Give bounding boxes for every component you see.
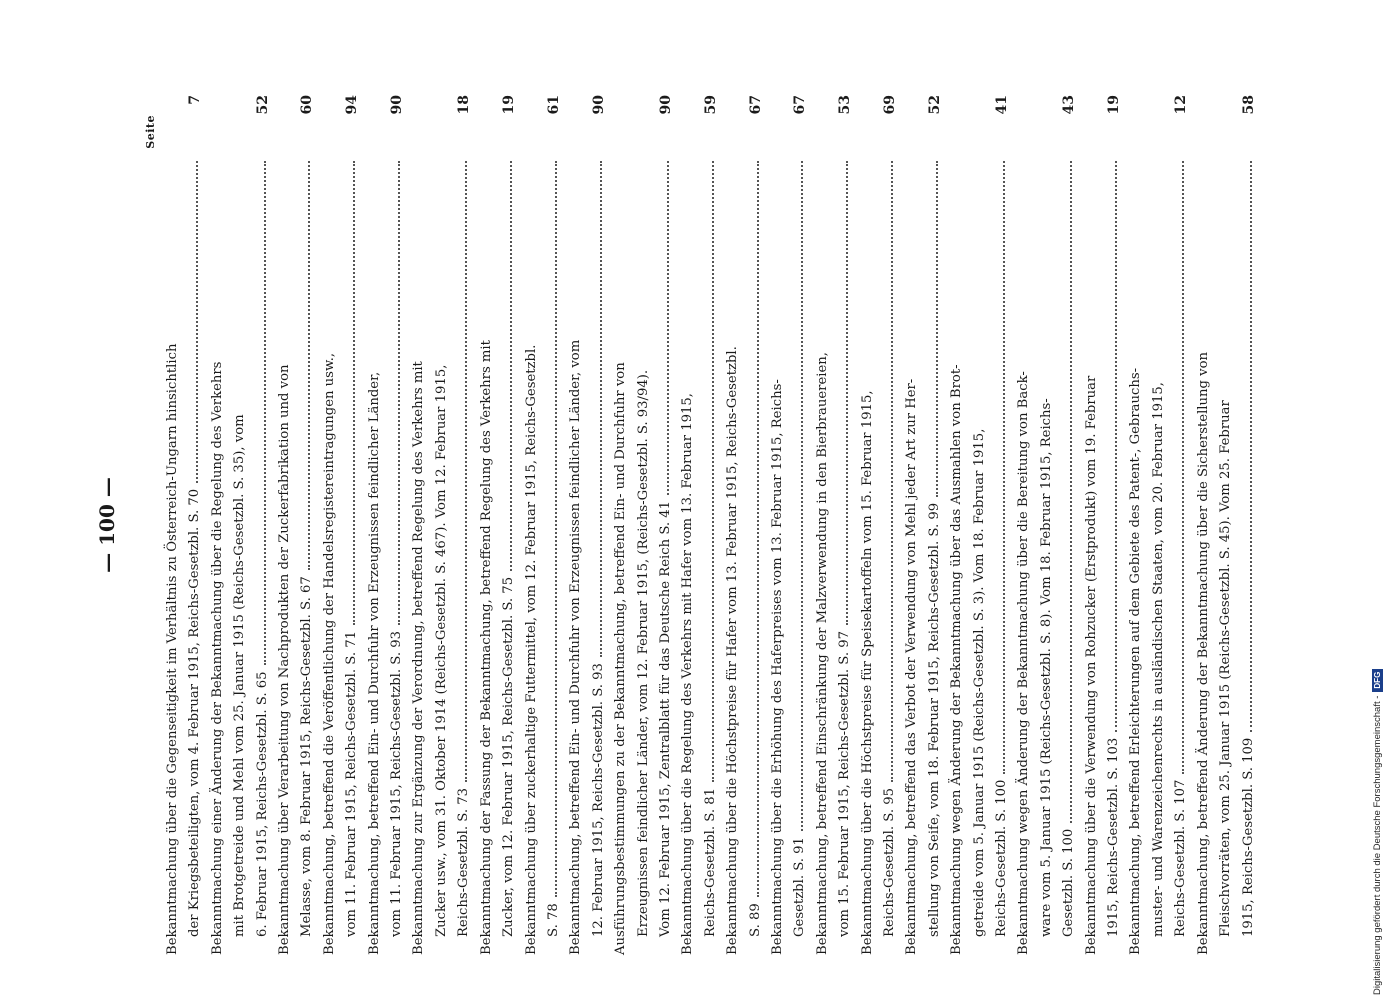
index-entry (274, 95, 319, 955)
entry-text: Zucker, vom 12. Februar 1915, Reichs-Gesetzbl. S. 75 (501, 576, 517, 937)
entry-page-number: 59 (702, 95, 719, 115)
leader-dots (666, 161, 669, 495)
entry-page-number: 69 (882, 95, 898, 115)
entry-page-number: 90 (657, 95, 674, 115)
entry-last-line (1058, 155, 1080, 955)
entry-last-line (745, 155, 767, 955)
index-entry (610, 95, 677, 955)
entry-page-number: 7 (187, 95, 204, 105)
entry-last-line (453, 155, 475, 955)
entry-last-line (498, 155, 520, 955)
entry-text: vom 11. Februar 1915, Reichs-Gesetzbl. S. 71 (344, 630, 360, 937)
entry-last-line (252, 155, 274, 955)
entry-last-line (655, 155, 677, 955)
entry-line: Erzeugnissen feindlicher Länder, vom 12. Februar 1915, (Reichs-Gesetzbl. S. 93/94). (635, 369, 651, 937)
leader-dots (509, 161, 512, 571)
leader-dots (890, 161, 893, 782)
entry-page-number: 67 (747, 95, 764, 115)
entry-page-number: 52 (926, 95, 943, 115)
entry-line: Bekanntmachung wegen Änderung der Bekanntmachung über die Bereitung von Back- (1016, 371, 1032, 955)
entry-line: mit Brotgetreide und Mehl vom 25. Januar 1915 (Reichs-Gesetzbl. S. 35), vom (232, 414, 248, 937)
entry-line: getreide vom 5. Januar 1915 (Reichs-Gesetzbl. S. 3). Vom 18. Februar 1915, (971, 428, 987, 937)
entry-text: Reichs-Gesetzbl. S. 100 (994, 779, 1010, 937)
leader-dots (263, 161, 266, 665)
entry-last-line (1170, 155, 1192, 955)
index-entry (1125, 95, 1192, 955)
index-entry-list (162, 95, 1260, 955)
digitization-credit (1372, 669, 1383, 995)
leader-dots (845, 161, 848, 625)
entry-last-line (386, 155, 408, 955)
entry-last-line (834, 155, 856, 955)
entry-text: 1915, Reichs-Gesetzbl. S. 103 (1106, 737, 1122, 937)
entry-page-number: 53 (837, 95, 854, 115)
entry-last-line (588, 155, 610, 955)
index-entry (1013, 95, 1080, 955)
index-entry (319, 95, 364, 955)
index-entry (207, 95, 274, 955)
index-entry (1193, 95, 1260, 955)
entry-line: Bekanntmachung über die Erhöhung des Haferpreises vom 13. Februar 1915, Reichs- (769, 379, 785, 955)
index-entry (722, 95, 767, 955)
leader-dots (935, 161, 938, 497)
entry-line: Bekanntmachung, betreffend Erleichterungen auf dem Gebiete des Patent-, Gebrauchs- (1128, 367, 1144, 955)
entry-line: Bekanntmachung über die Verwendung von Rohzucker (Erstprodukt) vom 19. Februar (1083, 375, 1099, 955)
index-entry (901, 95, 946, 955)
leader-dots (800, 161, 803, 831)
entry-line: Ausführungsbestimmungen zu der Bekanntmachung, betreffend Ein- und Durchfuhr von (613, 362, 629, 955)
index-entry (1081, 95, 1126, 955)
index-entry (476, 95, 521, 955)
entry-page-number: 61 (545, 95, 562, 115)
index-entry (408, 95, 475, 955)
entry-last-line (543, 155, 565, 955)
entry-page-number: 18 (456, 95, 473, 115)
leader-dots (464, 161, 467, 782)
index-entry (767, 95, 812, 955)
entry-page-number: 19 (501, 95, 518, 115)
entry-page-number: 19 (1106, 95, 1123, 115)
entry-text: S. 78 (545, 903, 561, 937)
leader-dots (1114, 161, 1117, 732)
entry-line: muster- und Warenzeichenrechts in ausländischen Staaten, vom 20. Februar 1915, (1150, 382, 1166, 937)
entry-text: der Kriegsbeteiligten, vom 4. Februar 1915, Reichs-Gesetzbl. S. 70 (187, 488, 203, 937)
entry-line: Fleischvorräten, vom 25. Januar 1915 (Reichs-Gesetzbl. S. 45). Vom 25. Februar (1218, 400, 1234, 937)
entry-page-number: 94 (344, 95, 361, 115)
entry-line: Bekanntmachung über Verarbeitung von Nachprodukten der Zuckerfabrikation und von (277, 364, 293, 955)
entry-page-number: 60 (299, 95, 316, 115)
index-entry (677, 95, 722, 955)
entry-last-line (296, 155, 318, 955)
entry-line: Zucker usw., vom 31. Oktober 1914 (Reichs-Gesetzbl. S. 467). Vom 12. Februar 1915, (433, 364, 449, 937)
entry-page-number: 90 (590, 95, 607, 115)
entry-line: Bekanntmachung zur Ergänzung der Verordnung, betreffend Regelung des Verkehrs mit (411, 361, 427, 955)
entry-text: stellung von Seife, vom 18. Februar 1915, Reichs-Gesetzbl. S. 99 (926, 502, 942, 937)
leader-dots (554, 161, 557, 897)
leader-dots (397, 161, 400, 625)
leader-dots (1002, 161, 1005, 774)
entry-line: Bekanntmachung über die Gegenseitigkeit im Verhältnis zu Österreich-Ungarn hinsichtlich (165, 343, 180, 955)
entry-last-line (879, 155, 901, 955)
entry-last-line (991, 155, 1013, 955)
entry-text: 6. Februar 1915, Reichs-Gesetzbl. S. 65 (254, 671, 270, 937)
entry-text: Reichs-Gesetzbl. S. 73 (456, 788, 472, 937)
entry-line: Bekanntmachung über die Regelung des Verkehrs mit Hafer vom 13. Februar 1915, (680, 393, 696, 955)
entry-line: ware vom 5. Januar 1915 (Reichs-Gesetzbl. S. 8). Vom 18. Februar 1915, Reichs- (1038, 398, 1054, 937)
entry-line: Bekanntmachung, betreffend Ein- und Durchfuhr von Erzeugnissen feindlicher Länder, vom (568, 339, 584, 955)
entry-line: Bekanntmachung über die Höchstpreise für Speisekartoffeln vom 15. Februar 1915, (859, 390, 875, 955)
credit-text: Digitalisierung gefördert durch die Deutsche Forschungsgemeinschaft - (1372, 695, 1383, 995)
entry-line: Bekanntmachung wegen Änderung der Bekanntmachung über das Ausmahlen von Brot- (949, 364, 965, 955)
entry-text: Vom 12. Februar 1915, Zentralblatt für das Deutsche Reich S. 41 (657, 500, 673, 937)
entry-text: Reichs-Gesetzbl. S. 95 (882, 788, 897, 937)
entry-text: vom 15. Februar 1915, Reichs-Gesetzbl. S. 97 (837, 630, 853, 937)
index-entry (565, 95, 610, 955)
entry-page-number: 67 (792, 95, 809, 115)
entry-text: Gesetzbl. S. 91 (792, 837, 808, 937)
page-column-heading: Seite (144, 115, 157, 149)
entry-text: Gesetzbl. S. 100 (1061, 828, 1077, 937)
index-entry (946, 95, 1013, 955)
entry-page-number: 12 (1173, 95, 1190, 115)
entry-text: Reichs-Gesetzbl. S. 107 (1173, 779, 1189, 937)
index-entry (857, 95, 902, 955)
entry-last-line (341, 155, 363, 955)
leader-dots (711, 161, 714, 782)
entry-last-line (789, 155, 811, 955)
leader-dots (307, 161, 310, 570)
entry-line: Bekanntmachung, betreffend die Veröffentlichung der Handelsregistereintragungen usw., (321, 352, 337, 955)
entry-text: 1915, Reichs-Gesetzbl. S. 109 (1240, 737, 1256, 937)
entry-page-number: 58 (1240, 95, 1257, 115)
leader-dots (599, 161, 602, 657)
index-entry (521, 95, 566, 955)
entry-page-number: 52 (254, 95, 271, 115)
entry-line: Bekanntmachung über zuckerhaltige Futtermittel, vom 12. Februar 1915, Reichs-Gesetzbl. (523, 344, 539, 955)
entry-page-number: 41 (994, 95, 1011, 115)
leader-dots (1069, 161, 1072, 823)
entry-last-line (700, 155, 722, 955)
entry-line: Bekanntmachung, betreffend Ein- und Durchfuhr von Erzeugnissen feindlicher Länder, (366, 371, 382, 955)
entry-line: Bekanntmachung, betreffend das Verbot der Verwendung von Mehl jeder Art zur Her- (904, 378, 920, 955)
leader-dots (1249, 161, 1252, 732)
entry-last-line (1238, 155, 1260, 955)
entry-text: Melasse, vom 8. Februar 1915, Reichs-Gesetzbl. S. 67 (299, 576, 315, 937)
dfg-logo: DFG (1372, 669, 1383, 692)
page-number-header: — 100 — (95, 477, 119, 573)
leader-dots (195, 161, 198, 483)
entry-last-line (184, 155, 206, 955)
rotated-page (95, 95, 1310, 955)
index-entry (162, 95, 207, 955)
leader-dots (1181, 161, 1184, 774)
entry-page-number: 90 (389, 95, 406, 115)
entry-line: Bekanntmachung über die Höchstpreise für Hafer vom 13. Februar 1915, Reichs-Gesetzbl. (725, 346, 741, 955)
entry-text: vom 11. Februar 1915, Reichs-Gesetzbl. S. 93 (389, 630, 405, 937)
leader-dots (756, 161, 759, 897)
entry-text: 12. Februar 1915, Reichs-Gesetzbl. S. 93 (590, 663, 606, 937)
entry-line: Bekanntmachung, betreffend Einschränkung der Malzverwendung in den Bierbrauereien, (814, 352, 830, 955)
entry-line: Bekanntmachung, betreffend Änderung der Bekanntmachung über die Sicherstellung von (1195, 351, 1211, 955)
index-entry (812, 95, 857, 955)
entry-text: S. 89 (747, 903, 763, 937)
entry-line: Bekanntmachung einer Änderung der Bekanntmachung über die Regelung des Verkehrs (209, 361, 225, 955)
leader-dots (352, 161, 355, 625)
entry-page-number: 43 (1061, 95, 1078, 115)
entry-last-line (1103, 155, 1125, 955)
entry-line: Bekanntmachung der Fassung der Bekanntmachung, betreffend Regelung des Verkehrs mit (478, 340, 494, 955)
index-entry (364, 95, 409, 955)
entry-text: Reichs-Gesetzbl. S. 81 (702, 788, 718, 937)
entry-last-line (924, 155, 946, 955)
